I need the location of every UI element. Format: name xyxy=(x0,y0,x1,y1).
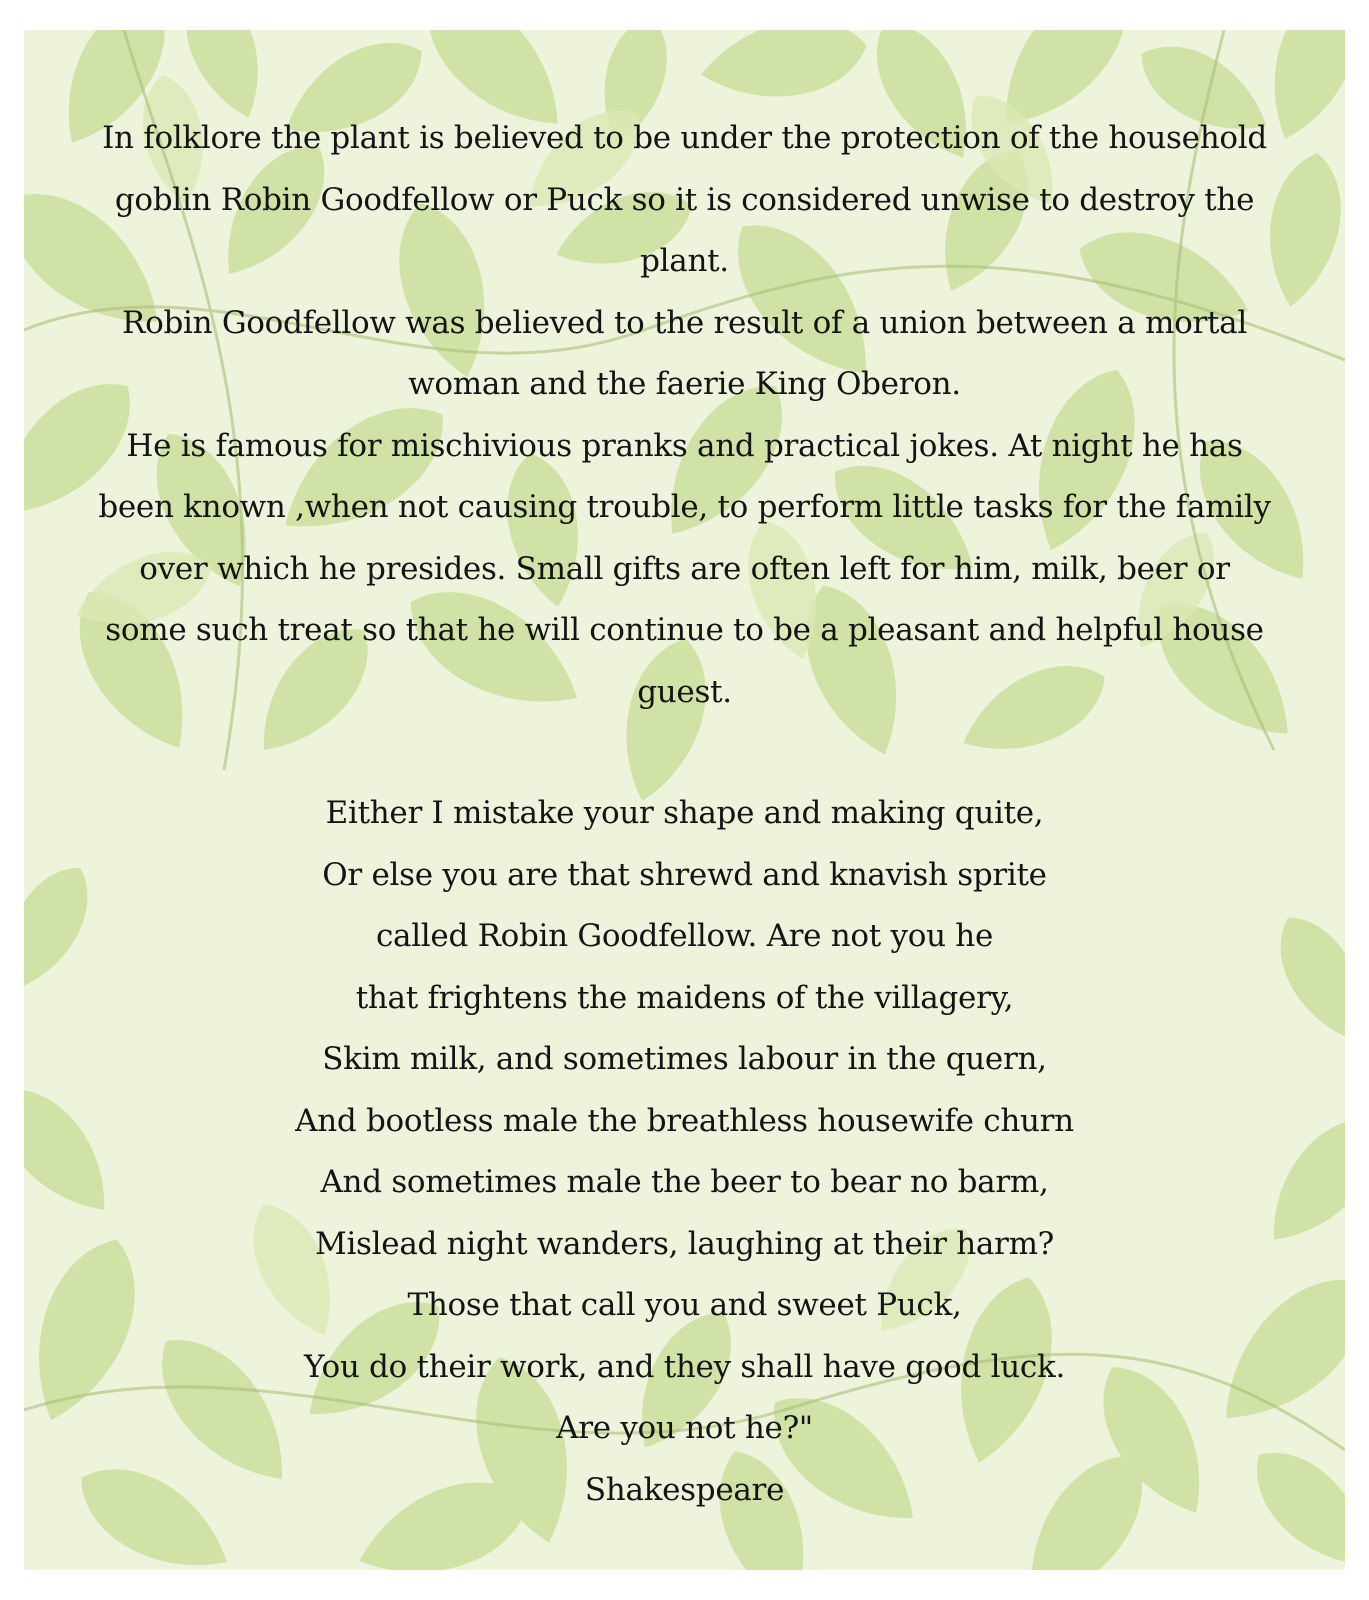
attribution: Shakespeare xyxy=(584,1471,785,1508)
leaf-background-frame xyxy=(24,30,1345,1570)
poem-line: that frightens the maidens of the villagery, xyxy=(355,979,1014,1016)
poem-line: Are you not he?" xyxy=(556,1410,813,1446)
poem-line: called Robin Goodfellow. Are not you he xyxy=(375,918,994,954)
poem-section xyxy=(94,783,1275,1521)
poem-line: You do their work, and they shall have good luck. xyxy=(303,1348,1065,1385)
poem-line: Either I mistake your shape and making quite, xyxy=(325,795,1044,831)
text-content xyxy=(94,108,1275,1521)
prose-section xyxy=(94,108,1275,723)
poem-line: Or else you are that shrewd and knavish sprite xyxy=(322,856,1047,893)
poem-line: Those that call you and sweet Puck, xyxy=(407,1287,962,1323)
poem-line: And sometimes male the beer to bear no barm, xyxy=(320,1164,1049,1200)
prose-paragraph-3: He is famous for mischivious pranks and practical jokes. At night he has been known ,when not causing trouble, to perform little tasks for the family over which he presides. Small gifts are often left for him, milk, beer or some such treat so that he will continue to be a pleasant and helpful house guest. xyxy=(98,427,1271,710)
prose-paragraph-1: In folklore the plant is believed to be under the protection of the household goblin Robin Goodfellow or Puck so it is considered unwise to destroy the plant. xyxy=(102,120,1267,279)
poem-line: And bootless male the breathless housewife churn xyxy=(295,1102,1074,1139)
poem-line: Mislead night wanders, laughing at their harm? xyxy=(315,1225,1054,1262)
prose-paragraph-2: Robin Goodfellow was believed to the result of a union between a mortal woman and the faerie King Oberon. xyxy=(122,304,1247,402)
poem-line: Skim milk, and sometimes labour in the quern, xyxy=(322,1041,1047,1077)
